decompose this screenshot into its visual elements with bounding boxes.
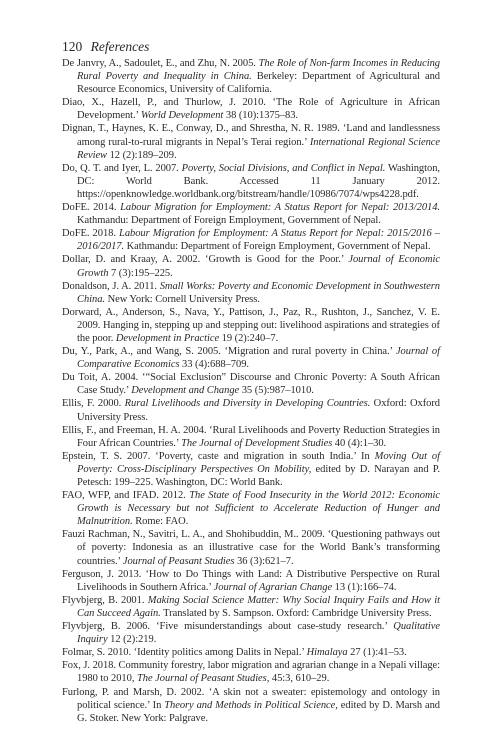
reference-text: 40 (4):1–30. xyxy=(332,437,387,449)
reference-text: Fox, J. 2018. Community forestry, labor migration and agrarian change in a Nepali village: 1980 to 2010, xyxy=(62,660,440,685)
reference-text: Fauzi Rachman, N., Savitri, L. A., and Shohibuddin, M.. 2009. ‘Questioning pathways out of poverty: Indonesia as an illustrative case for the World Bank’s transforming countries.’ xyxy=(62,529,440,567)
reference-text: DoFE. 2018. xyxy=(62,228,120,240)
reference-text: Folmar, S. 2010. ‘Identity politics among Dalits in Nepal.’ xyxy=(62,647,307,659)
reference-title: Rural Livelihoods and Diversity in Developing Countries. xyxy=(124,398,371,410)
reference-text: Ferguson, J. 2013. ‘How to Do Things with Land: A Distributive Perspective on Rural Livelihoods in Southern Africa.’ xyxy=(62,568,440,593)
reference-title: The Journal of Peasant Studies, xyxy=(136,673,270,685)
reference-text: 35 (5):987–1010. xyxy=(239,385,314,397)
reference-title: Small Works: Poverty and Economic Development in Southwestern China. xyxy=(77,280,441,305)
reference-text: 27 (1):41–53. xyxy=(347,647,407,659)
reference-title: Journal of Peasant Studies xyxy=(122,555,235,567)
reference-text: FAO, WFP, and IFAD. 2012. xyxy=(62,490,190,502)
reference-text: Dorward, A., Anderson, S., Nava, Y., Pattison, J., Paz, R., Rushton, J., Sanchez, V. E. 2009. Hanging in, stepping up and stepping out: livelihood aspirations and strategies of the poor. xyxy=(62,306,440,344)
reference-text: 12 (2):189–209. xyxy=(107,149,177,161)
reference-text: 36 (3):621–7. xyxy=(234,555,294,567)
reference-title: World Development xyxy=(140,110,224,122)
reference-title: Poverty, Social Divisions, and Conflict in Nepal. xyxy=(181,162,386,174)
reference-entry xyxy=(62,646,440,659)
reference-title: Development and Change xyxy=(131,385,240,397)
reference-entry xyxy=(62,371,440,397)
reference-text: Dignan, T., Haynes, K. E., Conway, D., and Shrestha, N. R. 1989. ‘Land and landlessness among rural-to-rural migrants in Nepal’s Terai region.’ xyxy=(62,123,440,148)
reference-entry xyxy=(62,594,440,620)
reference-title: Journal of Economic Growth xyxy=(77,254,440,279)
reference-text: Ellis, F., and Freeman, H. A. 2004. ‘Rural Livelihoods and Poverty Reduction Strategies in Four African Countries.’ xyxy=(62,424,440,449)
reference-text: Rome: FAO. xyxy=(132,516,189,528)
reference-entry xyxy=(62,57,440,96)
reference-text: Furlong, P. and Marsh, D. 2002. ‘A skin not a sweater: epistemology and ontology in political science.’ In xyxy=(62,686,440,711)
reference-text: Translated by S. Sampson. Oxford: Cambridge University Press. xyxy=(160,607,432,619)
reference-text: New York: Cornell University Press. xyxy=(105,293,260,305)
reference-text: Dollar, D. and Kraay, A. 2002. ‘Growth is Good for the Poor.’ xyxy=(62,254,349,266)
reference-text: 12 (2):219. xyxy=(107,634,157,646)
reference-title: Journal of Agrarian Change xyxy=(213,581,333,593)
reference-title: Development in Practice xyxy=(115,332,220,344)
reference-title: International Regional Science Review xyxy=(77,136,440,161)
reference-entry xyxy=(62,489,440,528)
reference-entry xyxy=(62,450,440,489)
reference-text: Du Toit, A. 2004. ‘“Social Exclusion” Discourse and Chronic Poverty: A South African Case Study.’ xyxy=(62,372,440,397)
reference-title: Qualitative Inquiry xyxy=(77,621,440,646)
reference-title: Moving Out of Poverty: Cross-Disciplinary Perspectives On Mobility, xyxy=(77,450,441,475)
reference-text: Donaldson, J. A. 2011. xyxy=(62,280,160,292)
reference-text: 33 (4):688–709. xyxy=(179,359,249,371)
reference-text: Du, Y., Park, A., and Wang, S. 2005. ‘Migration and rural poverty in China.’ xyxy=(62,346,396,358)
reference-text: Kathmandu: Department of Foreign Employment, Government of Nepal. xyxy=(77,215,381,227)
reference-list xyxy=(62,57,440,725)
reference-entry xyxy=(62,686,440,725)
reference-text: Flyvbjerg, B. 2001. xyxy=(62,594,148,606)
reference-title: Theory and Methods in Political Science, xyxy=(164,699,338,711)
reference-entry xyxy=(62,96,440,122)
reference-title: The State of Food Insecurity in the World 2012: Economic Growth is Necessary but not Sufficient to Accelerate Reduction of Hunger and Malnutrition. xyxy=(77,490,440,528)
reference-text: Do, Q. T. and Iyer, L. 2007. xyxy=(62,162,182,174)
reference-entry xyxy=(62,424,440,450)
reference-text: Diao, X., Hazell, P., and Thurlow, J. 2010. ‘The Role of Agriculture in African Development.’ xyxy=(62,97,440,122)
reference-text: edited by D. Narayan and P. Petesch: 199–225. Washington, DC: World Bank. xyxy=(77,463,440,488)
reference-text: Kathmandu: Department of Foreign Employment, Government of Nepal. xyxy=(124,241,431,253)
reference-text: Epstein, T. S. 2007. ‘Poverty, caste and migration in south India.’ In xyxy=(62,450,375,462)
reference-text: Ellis, F. 2000. xyxy=(62,398,125,410)
reference-text: 38 (10):1375–83. xyxy=(223,110,298,122)
reference-title: Himalaya xyxy=(306,647,348,659)
reference-entry xyxy=(62,659,440,685)
reference-title: The Role of Non-farm Incomes in Reducing Rural Poverty and Inequality in China. xyxy=(77,58,440,83)
reference-text: DoFE. 2014. xyxy=(62,202,121,214)
reference-entry xyxy=(62,201,440,227)
reference-title: Labour Migration for Employment: A Status Report for Nepal: 2013/2014. xyxy=(120,202,440,214)
reference-entry xyxy=(62,397,440,423)
reference-text: edited by D. Marsh and G. Stoker. New York: Palgrave. xyxy=(77,699,440,724)
reference-entry xyxy=(62,227,440,253)
reference-entry xyxy=(62,345,440,371)
reference-entry xyxy=(62,528,440,567)
reference-text: 45:3, 610–29. xyxy=(269,673,330,685)
reference-entry xyxy=(62,306,440,345)
reference-entry xyxy=(62,568,440,594)
reference-entry xyxy=(62,253,440,279)
reference-title: Journal of Comparative Economics xyxy=(77,346,440,371)
section-title: References xyxy=(90,39,150,54)
reference-text: 7 (3):195–225. xyxy=(108,267,173,279)
reference-entry xyxy=(62,162,440,201)
reference-text: Berkeley: Department of Agricultural and Resource Economics, University of California. xyxy=(77,71,440,96)
reference-text: Flyvbjerg, B. 2006. ‘Five misunderstandings about case-study research.’ xyxy=(62,621,394,633)
running-head xyxy=(62,39,149,55)
reference-text: 13 (1):166–74. xyxy=(332,581,397,593)
reference-text: De Janvry, A., Sadoulet, E., and Zhu, N. 2005. xyxy=(62,58,259,69)
reference-text: Oxford: Oxford University Press. xyxy=(77,398,440,423)
reference-title: Labour Migration for Employment: A Status Report for Nepal: 2015/2016 – 2016/2017. xyxy=(77,228,440,253)
page-number: 120 xyxy=(62,39,83,54)
reference-entry xyxy=(62,122,440,161)
reference-text: Washington, DC: World Bank. Accessed 11 January 2012. https://openknowledge.worldbank.org/bitstream/handle/10986/7074/wps4228.pdf. xyxy=(77,162,440,200)
reference-entry xyxy=(62,280,440,306)
reference-title: The Journal of Development Studies xyxy=(181,437,333,449)
reference-entry xyxy=(62,620,440,646)
reference-text: 19 (2):240–7. xyxy=(219,332,279,344)
reference-title: Making Social Science Matter: Why Social Inquiry Fails and How it Can Succeed Again. xyxy=(77,594,440,619)
